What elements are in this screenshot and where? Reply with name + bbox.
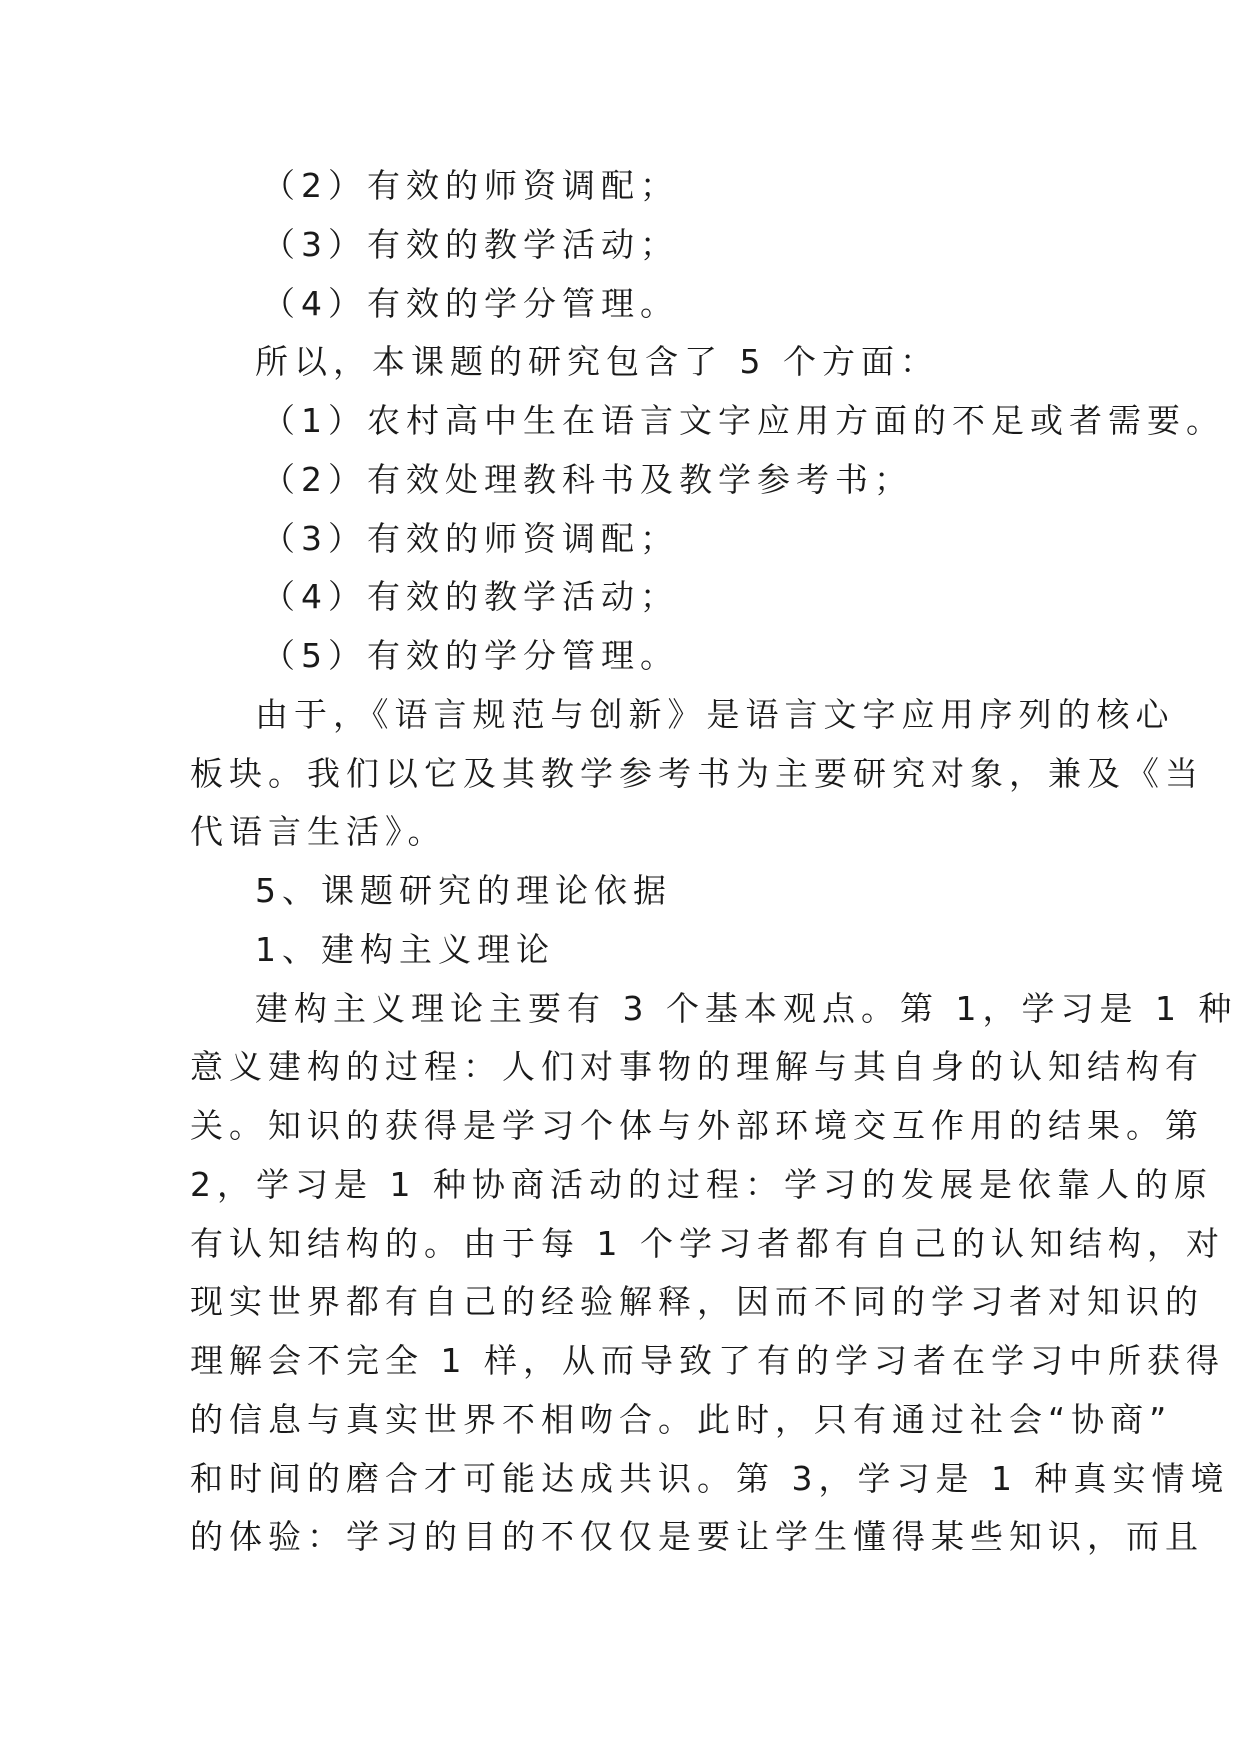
paragraph-line: 有认知结构的。由于每 1 个学习者都有自己的认知结构，对 [190,1224,1225,1263]
paragraph-line: 的体验：学习的目的不仅仅是要让学生懂得某些知识，而且 [190,1517,1204,1556]
paragraph-line: 所以，本课题的研究包含了 5 个方面： [255,342,939,381]
paragraph-line: 和时间的磨合才可能达成共识。第 3，学习是 1 种真实情境 [190,1459,1230,1498]
paragraph-line: 现实世界都有自己的经验解释，因而不同的学习者对知识的 [190,1282,1204,1321]
list-item: （3）有效的教学活动； [262,225,679,264]
paragraph-line: 代语言生活》。 [190,812,447,851]
list-item: （5）有效的学分管理。 [262,636,679,675]
paragraph-line: 关。知识的获得是学习个体与外部环境交互作用的结果。第 [190,1106,1204,1145]
paragraph-line: 2，学习是 1 种协商活动的过程：学习的发展是依靠人的原 [190,1165,1213,1204]
list-item: （4）有效的学分管理。 [262,284,679,323]
list-item: （2）有效的师资调配； [262,166,679,205]
paragraph-line: 板块。我们以它及其教学参考书为主要研究对象，兼及《当 [190,754,1204,793]
paragraph-line: 的信息与真实世界不相吻合。此时，只有通过社会“协商” [190,1400,1173,1439]
paragraph-line: 由于，《语言规范与创新》是语言文字应用序列的核心 [255,695,1175,734]
section-heading: 5、课题研究的理论依据 [255,871,672,910]
paragraph-line: 理解会不完全 1 样，从而导致了有的学习者在学习中所获得 [190,1341,1225,1380]
paragraph-line: 意义建构的过程：人们对事物的理解与其自身的认知结构有 [190,1047,1204,1086]
list-item: （3）有效的师资调配； [262,519,679,558]
list-item: （4）有效的教学活动； [262,577,679,616]
subsection-heading: 1、建构主义理论 [255,930,555,969]
list-item: （2）有效处理教科书及教学参考书； [262,460,913,499]
paragraph-line: 建构主义理论主要有 3 个基本观点。第 1，学习是 1 种 [255,989,1238,1028]
list-item: （1）农村高中生在语言文字应用方面的不足或者需要。 [262,401,1225,440]
